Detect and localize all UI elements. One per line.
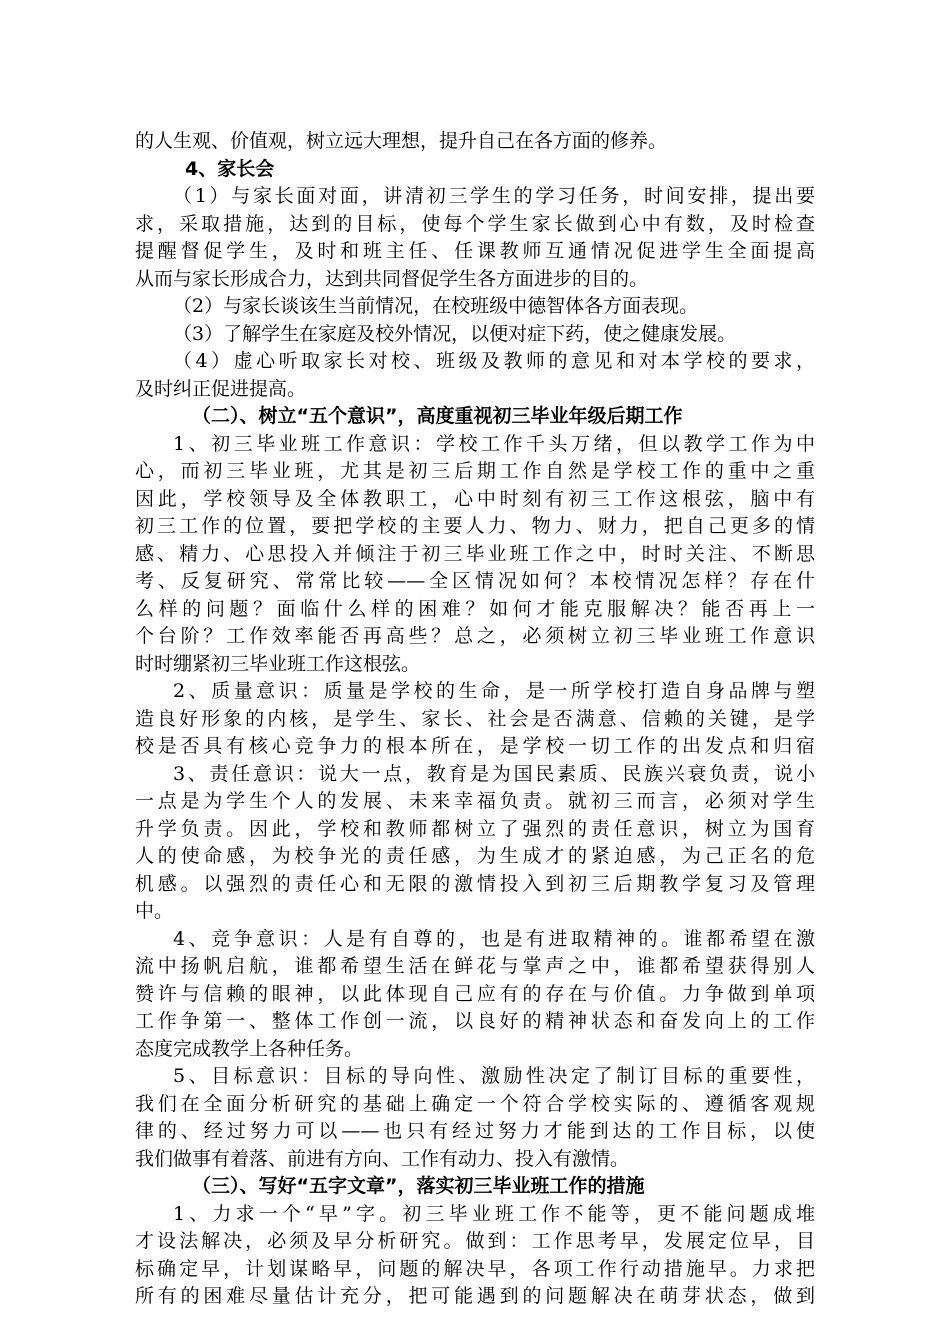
text-line: 标确定早，计划谋略早，问题的解决早，各项工作行动措施早。力求把 xyxy=(135,1257,815,1280)
text-line: （1）与家长面对面，讲清初三学生的学习任务，时间安排，提出要 xyxy=(173,185,815,207)
text-line: 4、竞争意识：人是有自尊的，也是有进取精神的。谁都希望在激 xyxy=(173,927,815,950)
text-line: 初三工作的位置，要把学校的主要人力、物力、财力，把自己更多的情 xyxy=(135,515,815,537)
text-line: 一点是为学生个人的发展、未来幸福负责。就初三而言，必须对学生 xyxy=(135,790,815,812)
text-line: 我们做事有着落、前进有方向、工作有动力、投入有激情。 xyxy=(135,1147,630,1170)
text-line: 所有的困难尽量估计充分，把可能遇到的问题解决在萌芽状态，做到 xyxy=(135,1285,815,1307)
text-line: 中。 xyxy=(135,900,174,922)
text-line: 个台阶？工作效率能否再高些？总之，必须树立初三毕业班工作意识 xyxy=(135,625,815,647)
text-line: 么样的问题？面临什么样的困难？如何才能克服解决？能否再上一 xyxy=(135,597,815,620)
text-line: 提醒督促学生，及时和班主任、任课教师互通情况促进学生全面提高 xyxy=(135,240,815,262)
text-line: 赞许与信赖的眼神，以此体现自己应有的存在与价值。力争做到单项 xyxy=(135,982,815,1005)
text-line: 3、责任意识：说大一点，教育是为国民素质、民族兴衰负责，说小 xyxy=(173,762,815,785)
text-line: （4）虚心听取家长对校、班级及教师的意见和对本学校的要求， xyxy=(173,350,815,372)
text-line: 机感。以强烈的责任心和无限的激情投入到初三后期教学复习及管理 xyxy=(135,872,815,895)
text-line: 造良好形象的内核，是学生、家长、社会是否满意、信赖的关键，是学 xyxy=(135,707,815,730)
text-line: 感、精力、心思投入并倾注于初三毕业班工作之中，时时关注、不断思 xyxy=(135,542,815,565)
section-heading: 4、家长会 xyxy=(185,157,275,180)
section-heading: （三）、写好“五字文章”，落实初三毕业班工作的措施 xyxy=(192,1175,645,1197)
text-line: 升学负责。因此，学校和教师都树立了强烈的责任意识，树立为国育 xyxy=(135,817,815,840)
text-line: 态度完成教学上各种任务。 xyxy=(135,1037,364,1060)
text-line: 我们在全面分析研究的基础上确定一个符合学校实际的、遵循客观规 xyxy=(135,1092,815,1115)
text-line: 及时纠正促进提高。 xyxy=(135,377,307,400)
section-heading: （二）、树立“五个意识”，高度重视初三毕业年级后期工作 xyxy=(192,405,683,427)
text-line: 从而与家长形成合力，达到共同督促学生各方面进步的目的。 xyxy=(135,267,649,290)
document-page xyxy=(135,128,815,1311)
text-line: 的人生观、价值观，树立远大理想，提升自己在各方面的修养。 xyxy=(135,130,668,152)
text-line: 人的使命感，为校争光的责任感，为生成才的紧迫感，为己正名的危 xyxy=(135,845,815,867)
text-line: 时时绷紧初三毕业班工作这根弦。 xyxy=(135,652,421,675)
text-line: （2）与家长谈该生当前情况，在校班级中德智体各方面表现。 xyxy=(173,295,699,317)
text-line: 5、目标意识：目标的导向性、激励性决定了制订目标的重要性， xyxy=(173,1065,815,1087)
text-line: （3）了解学生在家庭及校外情况，以便对症下药，使之健康发展。 xyxy=(173,322,737,345)
text-line: 律的、经过努力可以——也只有经过努力才能到达的工作目标，以使 xyxy=(135,1120,815,1142)
text-line: 1、初三毕业班工作意识：学校工作千头万绪，但以教学工作为中 xyxy=(173,432,815,455)
text-line: 1、力求一个“早”字。初三毕业班工作不能等，更不能问题成堆 xyxy=(173,1202,815,1225)
text-line: 考、反复研究、常常比较——全区情况如何？本校情况怎样？存在什 xyxy=(135,570,815,592)
text-line: 因此，学校领导及全体教职工，心中时刻有初三工作这根弦，脑中有 xyxy=(135,487,815,510)
text-line: 校是否具有核心竞争力的根本所在，是学校一切工作的出发点和归宿 xyxy=(135,735,815,757)
text-line: 2、质量意识：质量是学校的生命，是一所学校打造自身品牌与塑 xyxy=(173,680,815,702)
text-line: 才设法解决，必须及早分析研究。做到：工作思考早，发展定位早，目 xyxy=(135,1230,815,1252)
text-line: 流中扬帆启航，谁都希望生活在鲜花与掌声之中，谁都希望获得别人 xyxy=(135,955,815,977)
text-line: 工作争第一、整体工作创一流，以良好的精神状态和奋发向上的工作 xyxy=(135,1010,815,1032)
text-line: 求，采取措施，达到的目标，使每个学生家长做到心中有数，及时检查 xyxy=(135,212,815,235)
text-line: 心，而初三毕业班，尤其是初三后期工作自然是学校工作的重中之重 xyxy=(135,460,815,482)
